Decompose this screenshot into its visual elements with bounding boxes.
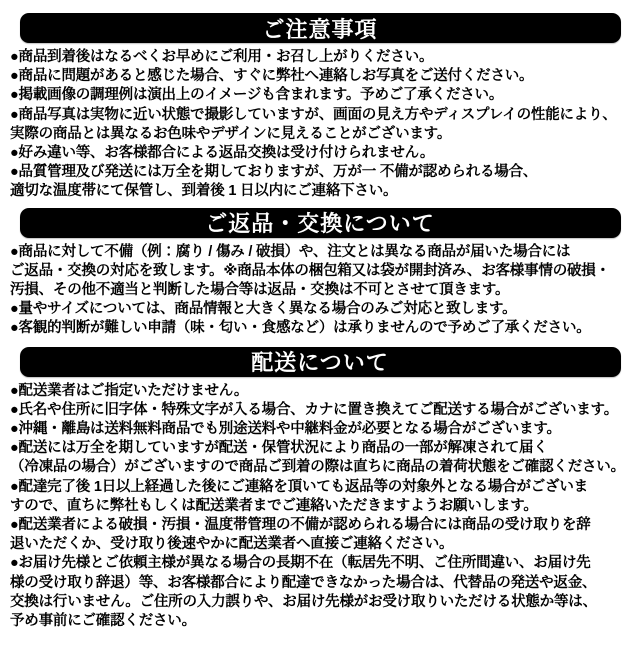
notice-line: すので、直ちに弊社もしくは配送業者までご連絡いただきますようお願いします。 — [10, 497, 538, 514]
notice-line: （冷凍品の場合）がございますので商品ご到着の際は直ちに商品の着荷状態をご確認ください。 — [10, 459, 625, 476]
notice-line: 様の受け取り辞退）等、お客様都合により配達できなかった場合は、代替品の発送や返金、 — [10, 574, 597, 591]
section-precautions — [0, 13, 640, 202]
notice-line: 汚損、その他不適当と判断した場合等は返品・交換は不可とさせて頂きます。 — [10, 282, 510, 299]
notice-line: ●配送業者はご指定いただけません。 — [10, 382, 249, 399]
section-header-returns-exchanges: ご返品・交換について — [20, 208, 621, 238]
notice-page — [0, 13, 640, 653]
section-returns-exchanges — [0, 208, 640, 339]
notice-line: ●掲載画像の調理例は演出上のイメージも含まれます。予めご了承ください。 — [10, 87, 504, 104]
notice-line: ご返品・交換の対応を致します。※商品本体の梱包箱又は袋が開封済み、お客様事情の破損・ — [10, 262, 610, 279]
section-body-shipping — [0, 377, 640, 632]
notice-line: ●商品到着後はなるべくお早めにご利用・お召し上がりください。 — [10, 49, 434, 65]
notice-line: ●沖縄・離島は送料無料商品でも別途送料や中継料金が必要となる場合がございます。 — [10, 421, 561, 438]
notice-line: ●品質管理及び発送には万全を期しておりますが、万が一 不備が認められる場合、 — [10, 164, 538, 181]
section-shipping — [0, 347, 640, 632]
notice-line: 適切な温度帯にて保管し、到着後 1 日以内にご連絡下さい。 — [10, 183, 398, 200]
notice-line: ●お届け先様とご依頼主様が異なる場合の長期不在（転居先不明、ご住所間違い、お届け先 — [10, 555, 591, 572]
notice-line: ●商品に問題があると感じた場合、すぐに弊社へ連絡しお写真をご送付ください。 — [10, 68, 534, 85]
notice-line: ●好み違い等、お客様都合による返品交換は受け付けられません。 — [10, 145, 435, 162]
notice-line: 交換は行いません。ご住所の入力誤りや、お届け先様がお受け取りいただける状態か等は、 — [10, 593, 597, 610]
notice-line: ●量やサイズについては、商品情報と大きく異なる場合のみご対応と致します。 — [10, 301, 517, 318]
section-header-precautions: ご注意事項 — [20, 13, 621, 43]
section-body-precautions — [0, 43, 640, 202]
notice-line: ●配達完了後 1日以上経過した後にご連絡を頂いても返品等の対象外となる場合がございま — [10, 478, 588, 495]
notice-line: ●配送には万全を期していますが配送・保管状況により商品の一部が解凍されて届く — [10, 440, 548, 457]
notice-line: 予め事前にご確認ください。 — [10, 613, 196, 630]
notice-line: ●氏名や住所に旧字体・特殊文字が入る場合、カナに置き換えてご配送する場合がございます。 — [10, 401, 618, 418]
section-body-returns-exchanges — [0, 238, 640, 339]
notice-line: ●商品写真は実物に近い状態で撮影していますが、画面の見え方やディスプレイの性能により、 — [10, 106, 617, 123]
notice-line: 実際の商品とは異なるお色味やデザインに見えることがございます。 — [10, 125, 452, 142]
notice-line: ●客観的判断が難しい申請（味・匂い・食感など）は承りませんので予めご了承ください。 — [10, 320, 591, 337]
section-header-shipping: 配送について — [20, 347, 621, 377]
notice-line: ●商品に対して不備（例：腐り / 傷み / 破損）や、注文とは異なる商品が届いた場合には — [10, 243, 571, 260]
notice-line: 退いただくか、受け取り後速やかに配送業者へ直接ご連絡ください。 — [10, 536, 454, 553]
notice-line: ●配送業者による破損・汚損・温度帯管理の不備が認められる場合には商品の受け取りを辞 — [10, 517, 591, 534]
